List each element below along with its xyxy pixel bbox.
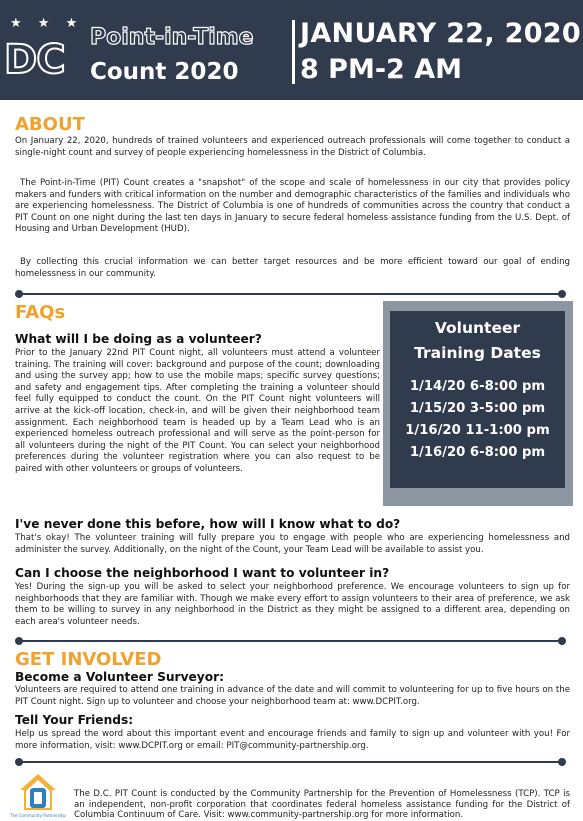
stars-decoration: ★ ★ ★ (10, 16, 84, 31)
training-date: 1/16/20 6-8:00 pm (409, 445, 546, 460)
about-paragraph-3: By collecting this crucial information we can better target resources and be more efficient toward our goal of ending homelessness in our community. (15, 257, 570, 279)
title-line-2: Count 2020 (90, 59, 239, 85)
section-divider (15, 289, 566, 299)
footer-text: The D.C. PIT Count is conducted by the Community Partnership for the Prevention of Homelessness (TCP). TCP is an independent, non-profit corporation that coordinates federal homeless assistance funding for the District of Columbia Continuum of Care. Visit: www.community-partnership.org for more information. (74, 789, 570, 821)
faq-answer-2: That's okay! The volunteer training will fully prepare you to engage with people who are experiencing homelessness and administer the survey. Additionally, on the night of the Count, your Team Lead will be available to assist you. (15, 533, 570, 555)
event-date: JANUARY 22, 2020 (300, 18, 581, 49)
logo-caption: The Community Partnership (10, 813, 66, 818)
community-partnership-logo-icon (10, 772, 66, 820)
section-divider (15, 636, 566, 646)
about-heading: ABOUT (15, 114, 85, 135)
training-date: 1/16/20 11-1:00 pm (405, 423, 550, 438)
volunteer-surveyor-text: Volunteers are required to attend one training in advance of the date and will commit to volunteering for up to five hours on the PIT Count night. Sign up to volunteer and choose your neighborhood team at: www.DCPIT.org. (15, 685, 570, 707)
tell-friends-text: Help us spread the word about this important event and encourage friends and family to sign up and volunteer with you! For more information, visit: www.DCPIT.org or email: PIT@community-partnership.org. (15, 729, 570, 751)
volunteer-surveyor-heading: Become a Volunteer Surveyor: (15, 670, 224, 684)
tell-friends-heading: Tell Your Friends: (15, 713, 134, 727)
dc-logo: DC (4, 37, 65, 83)
section-divider (15, 757, 566, 767)
header-banner (0, 0, 583, 100)
training-title-2: Training Dates (414, 344, 541, 362)
get-involved-heading: GET INVOLVED (15, 649, 162, 670)
header-divider (292, 20, 295, 84)
faq-answer-1: Prior to the January 22nd PIT Count night, all volunteers must attend a volunteer training. The training will cover: background and purpose of the count; downloading and using the survey app; how to use the mobile maps; specific survey questions; and safety and engagement tips. After completing the training a volunteer should feel fully equipped to conduct the count. On the PIT Count night volunteers will arrive at the kick-off location, check-in, and will be given their neighborhood team assignment. Each neighborhood team is headed up by a Team Lead who is an experienced homeless outreach professional and will serve as the point-person for all volunteers during the night of the PIT Count. You can select your neighborhood preferences during the volunteer registration where you can also request to be paired with other volunteers or groups of volunteers. (15, 348, 380, 474)
faq-question-2: I've never done this before, how will I know what to do? (15, 517, 401, 531)
faq-question-3: Can I choose the neighborhood I want to volunteer in? (15, 566, 390, 580)
training-date: 1/15/20 3-5:00 pm (409, 401, 546, 416)
about-paragraph-1: On January 22, 2020, hundreds of trained volunteers and experienced outreach professionals will come together to conduct a single-night count and survey of people experiencing homelessness in the District of Columbia. (15, 136, 570, 158)
training-title-1: Volunteer (434, 319, 521, 337)
title-line-1: Point-in-Time (90, 25, 254, 50)
training-date: 1/14/20 6-8:00 pm (409, 379, 546, 394)
about-paragraph-2: The Point-in-Time (PIT) Count creates a "snapshot" of the scope and scale of homelessness in our city that provides policy makers and funders with critical information on the number and demographic characteristics of the families and individuals who are experiencing homelessness. The District of Columbia is one of hundreds of communities across the country that conduct a PIT Count on one night during the last ten days in January to secure federal homeless assistance funding from the U.S. Dept. of Housing and Urban Development (HUD). (15, 178, 570, 235)
faqs-heading: FAQs (15, 302, 66, 323)
event-time: 8 PM-2 AM (300, 54, 462, 85)
faq-question-1: What will I be doing as a volunteer? (15, 332, 262, 346)
training-dates-box (390, 311, 565, 488)
faq-answer-3: Yes! During the sign-up you will be asked to select your neighborhood preference. We encourage volunteers to sign up for neighborhoods that they are familiar with. Though we make every effort to assign volunteers to their area of preference, we ask them to be willing to survey in any neighborhood in the District as they might be assigned to a different area, depending on each area's volunteer needs. (15, 582, 570, 627)
